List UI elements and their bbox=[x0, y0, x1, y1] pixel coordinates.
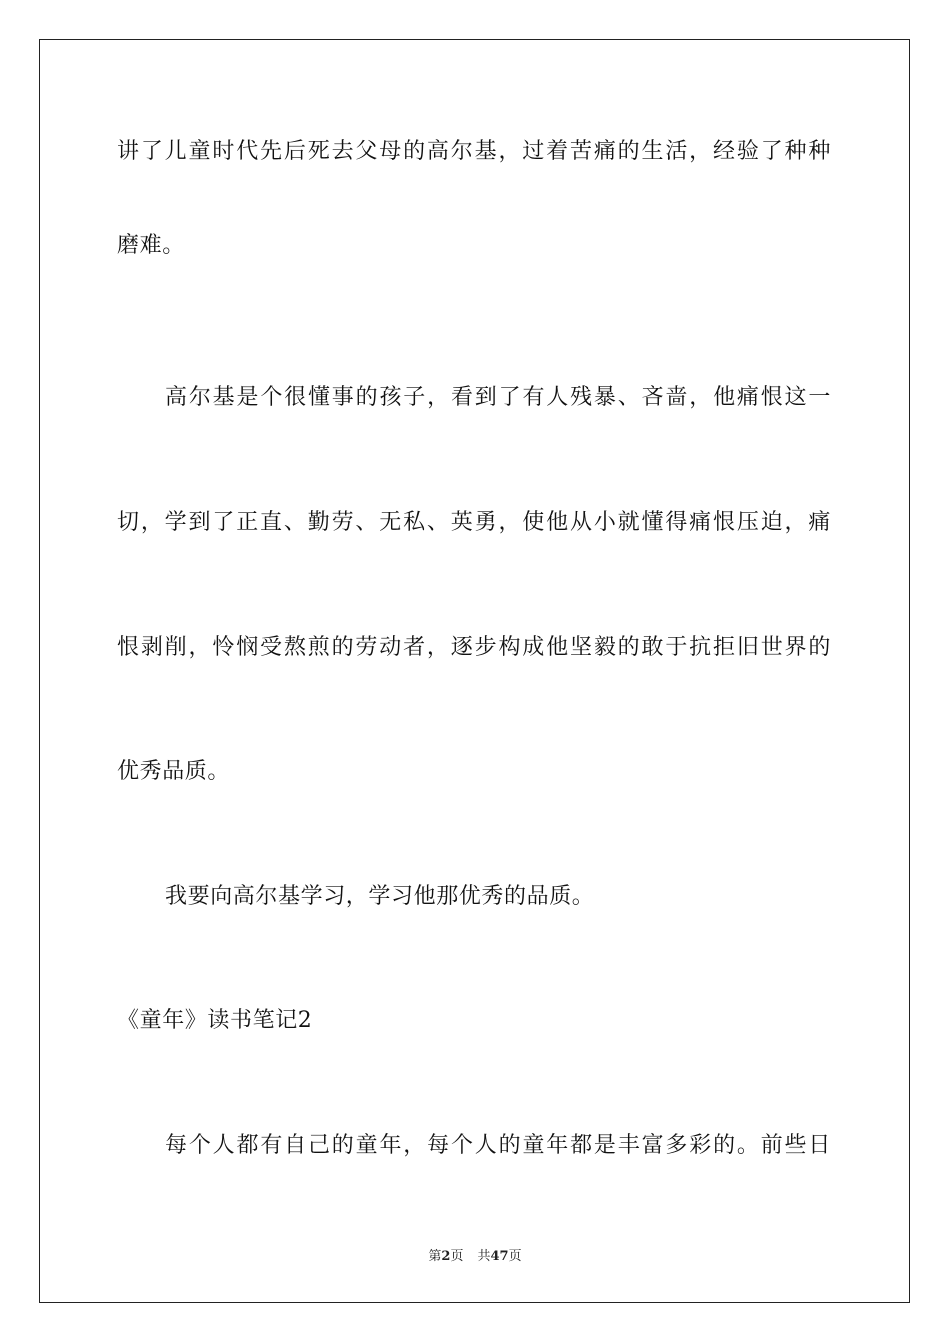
paragraph-line-7: 我要向高尔基学习，学习他那优秀的品质。 bbox=[165, 884, 595, 909]
paragraph-line-6: 优秀品质。 bbox=[117, 759, 231, 784]
paragraph-line-1: 讲了儿童时代先后死去父母的高尔基，过着苦痛的生活，经验了种种 bbox=[117, 139, 831, 164]
section-heading: 《童年》读书笔记2 bbox=[117, 1008, 313, 1033]
footer-total-prefix: 共 bbox=[477, 1249, 491, 1264]
page-border bbox=[39, 39, 910, 1303]
paragraph-line-3: 高尔基是个很懂事的孩子，看到了有人残暴、吝啬，他痛恨这一 bbox=[165, 385, 831, 410]
footer-page-number: 2 bbox=[441, 1249, 451, 1264]
paragraph-line-9: 每个人都有自己的童年，每个人的童年都是丰富多彩的。前些日 bbox=[165, 1133, 831, 1158]
footer-page-suffix: 页 bbox=[450, 1249, 464, 1264]
footer-page-prefix: 第 bbox=[428, 1249, 442, 1264]
footer-total-suffix: 页 bbox=[508, 1249, 522, 1264]
paragraph-line-2: 磨难。 bbox=[117, 233, 185, 258]
paragraph-line-4: 切，学到了正直、勤劳、无私、英勇，使他从小就懂得痛恨压迫，痛 bbox=[117, 510, 831, 535]
page-footer bbox=[0, 1248, 950, 1266]
paragraph-line-5: 恨剥削，怜悯受熬煎的劳动者，逐步构成他坚毅的敢于抗拒旧世界的 bbox=[117, 635, 831, 660]
footer-total-pages: 47 bbox=[490, 1249, 509, 1264]
